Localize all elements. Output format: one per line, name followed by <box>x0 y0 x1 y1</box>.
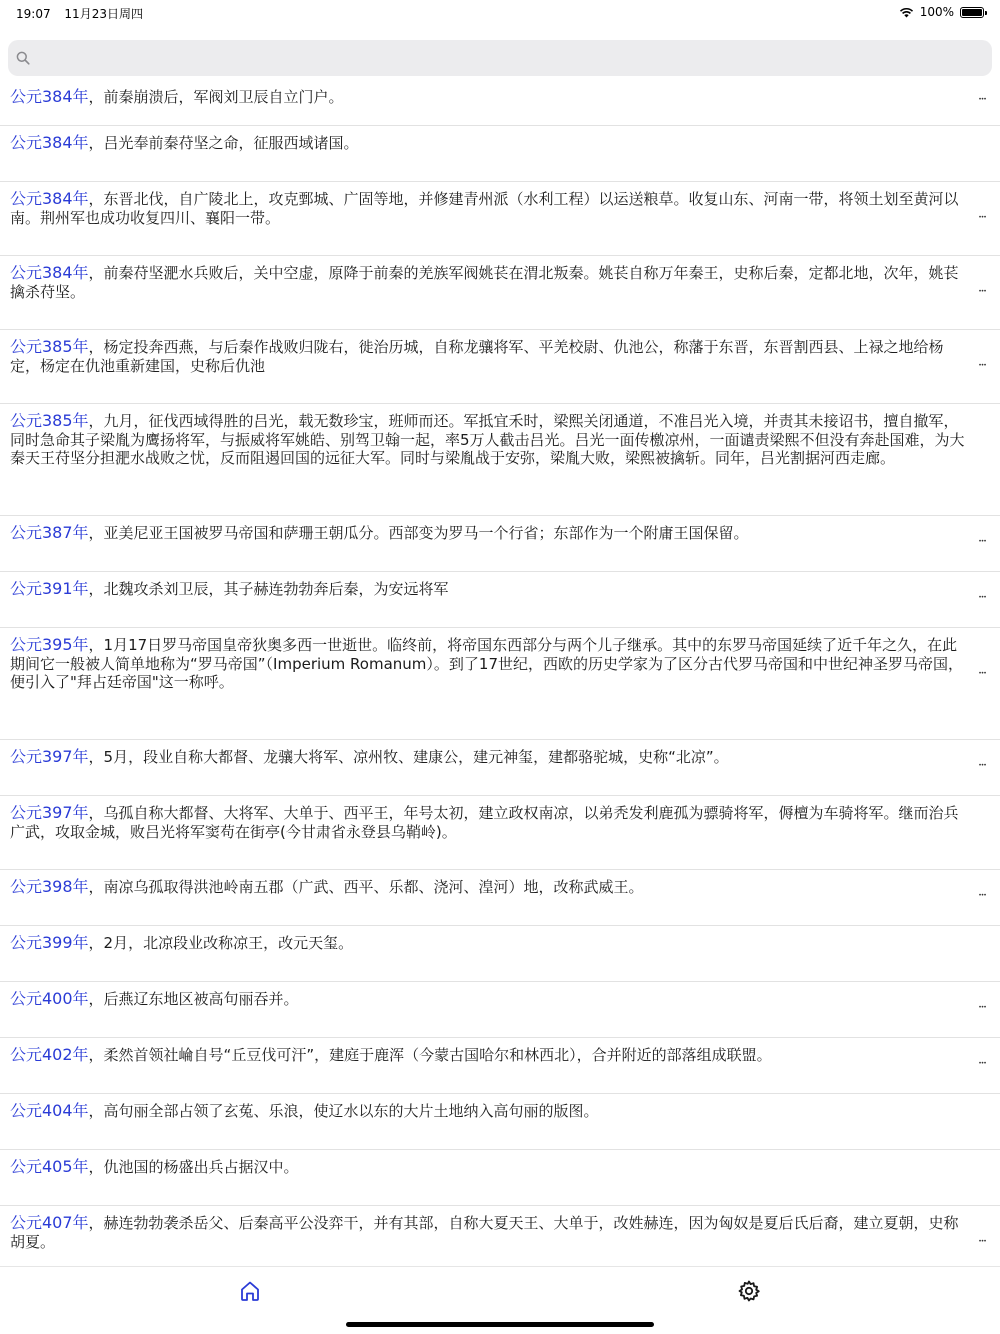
list-item[interactable] <box>0 628 1000 740</box>
event-text <box>10 88 968 107</box>
event-text <box>10 878 968 897</box>
event-year[interactable]: 公元397年 <box>10 803 89 822</box>
status-right <box>899 5 984 19</box>
event-description: ，5月，段业自称大都督、龙骧大将军、凉州牧、建康公，建元神玺，建都骆驼城，史称“北凉”。 <box>88 748 729 766</box>
event-text <box>10 524 968 543</box>
status-bar <box>0 0 1000 26</box>
event-text <box>10 748 968 767</box>
ellipsis-icon[interactable]: ••• <box>978 288 986 295</box>
event-year[interactable]: 公元405年 <box>10 1157 89 1176</box>
event-text <box>10 1214 968 1251</box>
list-item[interactable] <box>0 1150 1000 1206</box>
event-text <box>10 190 968 227</box>
ellipsis-icon[interactable]: ••• <box>978 594 986 601</box>
list-item[interactable] <box>0 870 1000 926</box>
event-description: ，2月，北凉段业改称凉王，改元天玺。 <box>88 934 354 952</box>
search-bar[interactable] <box>8 40 992 76</box>
event-description: ，乌孤自称大都督、大将军、大单于、西平王，年号太初，建立政权南凉，以弟秃发利鹿孤为骠骑将军，傉檀为车骑将军。继而治兵广武，攻取金城，败吕光将军窦苟在街亭(今甘肃省永登县乌鞘岭)。 <box>10 804 959 841</box>
event-year[interactable]: 公元395年 <box>10 635 89 654</box>
event-text <box>10 338 968 375</box>
list-item[interactable] <box>0 1094 1000 1150</box>
event-year[interactable]: 公元399年 <box>10 933 89 952</box>
event-text <box>10 580 968 599</box>
home-icon[interactable] <box>238 1279 262 1303</box>
event-year[interactable]: 公元384年 <box>10 189 89 208</box>
ellipsis-icon[interactable]: ••• <box>978 1004 986 1011</box>
event-description: ，前秦苻坚淝水兵败后，关中空虚，原降于前秦的羌族军阀姚苌在渭北叛秦。姚苌自称万年秦王，史称后秦，定都北地，次年，姚苌擒杀苻坚。 <box>10 264 959 301</box>
list-item[interactable] <box>0 982 1000 1038</box>
event-description: ，杨定投奔西燕，与后秦作战败归陇右，徙治历城，自称龙骧将军、平羌校尉、仇池公，称藩于东晋，东晋割西县、上禄之地给杨定，杨定在仇池重新建国，史称后仇池 <box>10 338 944 375</box>
event-list[interactable] <box>0 80 1000 1266</box>
ellipsis-icon[interactable]: ••• <box>978 362 986 369</box>
ellipsis-icon[interactable]: ••• <box>978 1238 986 1245</box>
event-description: ，柔然首领社崘自号“丘豆伐可汗”，建庭于鹿浑（今蒙古国哈尔和林西北），合并附近的部落组成联盟。 <box>88 1046 772 1064</box>
event-year[interactable]: 公元384年 <box>10 87 89 106</box>
list-item[interactable] <box>0 256 1000 330</box>
event-year[interactable]: 公元398年 <box>10 877 89 896</box>
ellipsis-icon[interactable]: ••• <box>978 670 986 677</box>
event-year[interactable]: 公元384年 <box>10 133 89 152</box>
event-text <box>10 636 968 692</box>
ellipsis-icon[interactable]: ••• <box>978 762 986 769</box>
status-time: 19:07 <box>16 7 51 21</box>
list-item[interactable] <box>0 1038 1000 1094</box>
list-item[interactable] <box>0 404 1000 516</box>
event-description: ，东晋北伐，自广陵北上，攻克鄄城、广固等地，并修建青州派（水利工程）以运送粮草。收复山东、河南一带，将领土划至黄河以南。荆州军也成功收复四川、襄阳一带。 <box>10 190 959 227</box>
list-item[interactable] <box>0 740 1000 796</box>
status-date: 11月23日周四 <box>64 7 143 21</box>
battery-icon <box>960 7 984 18</box>
event-text <box>10 804 968 841</box>
event-year[interactable]: 公元384年 <box>10 263 89 282</box>
event-description: ，亚美尼亚王国被罗马帝国和萨珊王朝瓜分。西部变为罗马一个行省；东部作为一个附庸王国保留。 <box>88 524 749 542</box>
event-text <box>10 1102 968 1121</box>
event-description: ，1月17日罗马帝国皇帝狄奥多西一世逝世。临终前，将帝国东西部分与两个儿子继承。其中的东罗马帝国延续了近千年之久，在此期间它一般被人简单地称为“罗马帝国”（Imperium Romanum）。到了17世纪，西欧的历史学家为了区分古代罗马帝国和中世纪神圣罗马帝国，便引入了"拜占廷帝国"这一称呼。 <box>10 636 963 691</box>
event-year[interactable]: 公元385年 <box>10 411 89 430</box>
ellipsis-icon[interactable]: ••• <box>978 892 986 899</box>
list-item[interactable] <box>0 516 1000 572</box>
event-year[interactable]: 公元400年 <box>10 989 89 1008</box>
event-text <box>10 264 968 301</box>
home-indicator[interactable] <box>346 1322 654 1327</box>
event-description: ，南凉乌孤取得洪池岭南五郡（广武、西平、乐都、浇河、湟河）地，改称武威王。 <box>88 878 644 896</box>
ellipsis-icon[interactable]: ••• <box>978 538 986 545</box>
ellipsis-icon[interactable]: ••• <box>978 96 986 103</box>
event-year[interactable]: 公元391年 <box>10 579 89 598</box>
event-text <box>10 1046 968 1065</box>
gear-icon[interactable] <box>737 1279 761 1303</box>
event-year[interactable]: 公元404年 <box>10 1101 89 1120</box>
event-description: ，吕光奉前秦苻坚之命，征服西域诸国。 <box>88 134 359 152</box>
event-year[interactable]: 公元407年 <box>10 1213 89 1232</box>
ellipsis-icon[interactable]: ••• <box>978 1060 986 1067</box>
event-description: ，仇池国的杨盛出兵占据汉中。 <box>88 1158 299 1176</box>
event-description: ，高句丽全部占领了玄菟、乐浪，使辽水以东的大片土地纳入高句丽的版图。 <box>88 1102 599 1120</box>
status-left <box>16 5 153 22</box>
event-description: ，赫连勃勃袭杀岳父、后秦高平公没弈干，并有其部，自称大夏天王、大单于，改姓赫连，因为匈奴是夏后氏后裔，建立夏朝，史称胡夏。 <box>10 1214 959 1251</box>
event-year[interactable]: 公元402年 <box>10 1045 89 1064</box>
list-item[interactable] <box>0 1206 1000 1266</box>
list-item[interactable] <box>0 330 1000 404</box>
event-text <box>10 934 968 953</box>
event-text <box>10 412 968 468</box>
event-description: ，后燕辽东地区被高句丽吞并。 <box>88 990 299 1008</box>
event-year[interactable]: 公元397年 <box>10 747 89 766</box>
search-input[interactable] <box>38 40 982 78</box>
wifi-icon <box>899 7 914 18</box>
list-item[interactable] <box>0 80 1000 126</box>
event-year[interactable]: 公元387年 <box>10 523 89 542</box>
event-description: ，九月，征伐西域得胜的吕光，载无数珍宝，班师而还。军抵宜禾时，梁熙关闭通道，不准吕光入境，并责其未接诏书，擅自撤军，同时急命其子梁胤为鹰扬将军，与振威将军姚皓、别驾卫翰一起，率5万人截击吕光。吕光一面传檄凉州，一面谴责梁熙不但没有奔赴国难，为大秦天王苻坚分担淝水战败之忧，反而阻遏回国的远征大军。同时与梁胤战于安弥，梁胤大败，梁熙被擒斩。同年，吕光割据河西走廊。 <box>10 412 965 467</box>
event-text <box>10 134 968 153</box>
event-text <box>10 1158 968 1177</box>
list-item[interactable] <box>0 572 1000 628</box>
list-item[interactable] <box>0 796 1000 870</box>
event-year[interactable]: 公元385年 <box>10 337 89 356</box>
event-description: ，北魏攻杀刘卫辰，其子赫连勃勃奔后秦，为安远将军 <box>88 580 449 598</box>
list-item[interactable] <box>0 126 1000 182</box>
event-description: ，前秦崩溃后，军阀刘卫辰自立门户。 <box>88 88 344 106</box>
ellipsis-icon[interactable]: ••• <box>978 214 986 221</box>
search-icon <box>16 51 30 65</box>
list-item[interactable] <box>0 926 1000 982</box>
battery-percent: 100% <box>919 5 954 19</box>
list-item[interactable] <box>0 182 1000 256</box>
event-text <box>10 990 968 1009</box>
